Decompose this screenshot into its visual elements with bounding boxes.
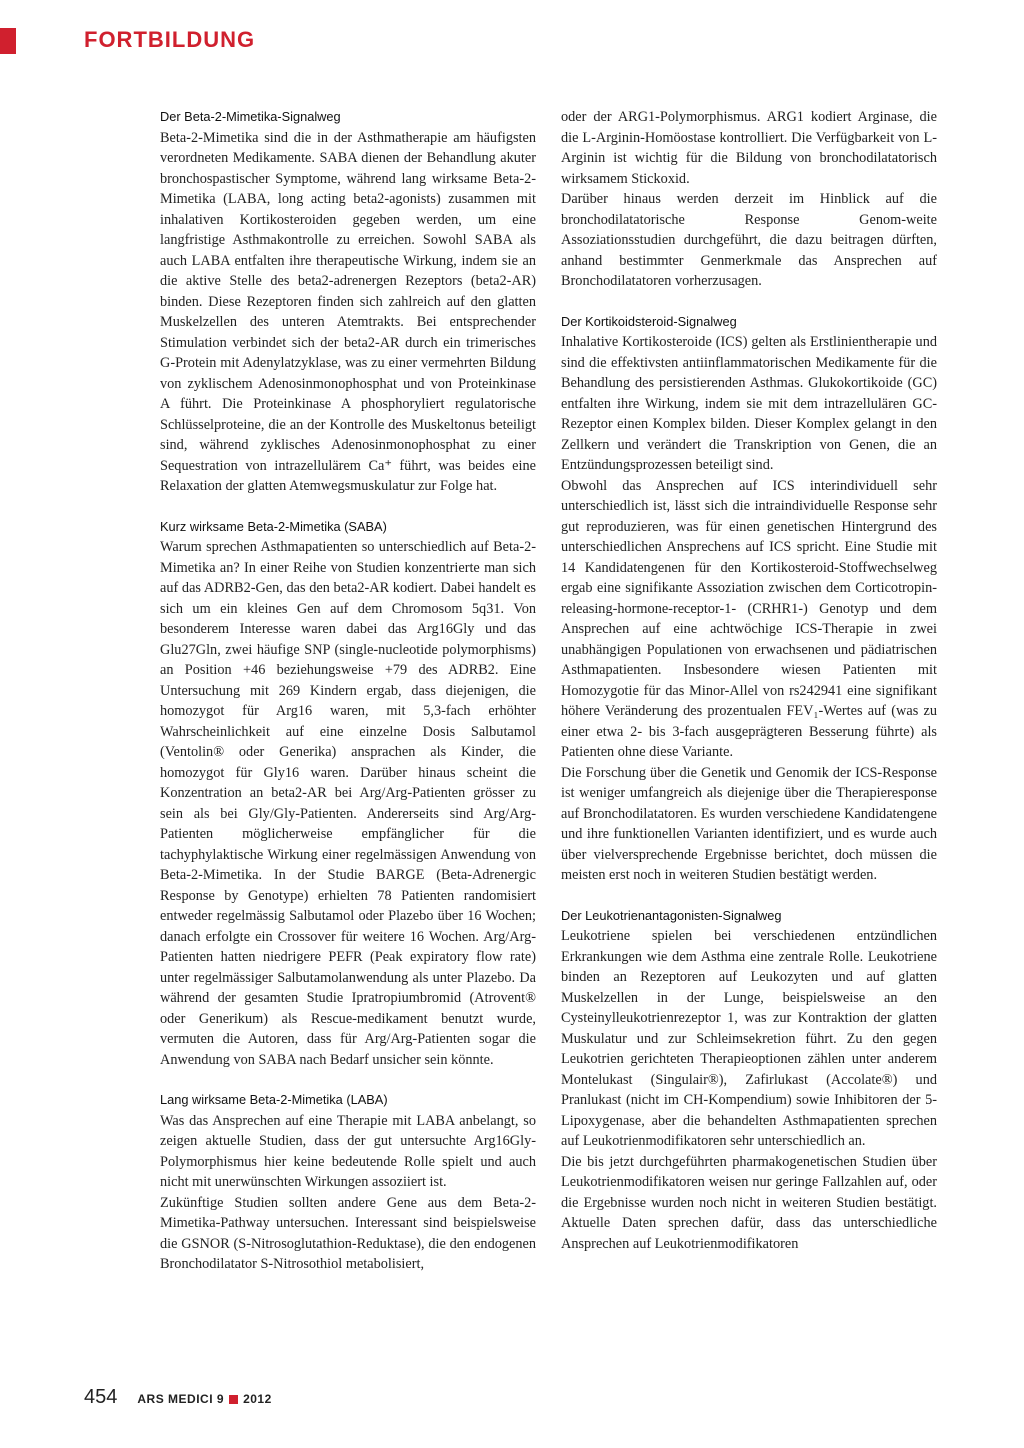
- heading: Der Beta-2-Mimetika-Signalweg: [160, 109, 341, 124]
- paragraph: Beta-2-Mimetika sind die in der Asthmatherapie am häufigsten verordneten Medikamente. SABA dienen der Behandlung akuter bronchospastischer Symptome, während lang wirksame Beta-2-Mimetika (LABA, long acting beta2-agonists) zusammen mit inhalativen Kortikosteroiden gegeben werden, um eine langfristige Asthmakontrolle zu erreichen. Sowohl SABA als auch LABA entfalten ihre therapeutische Wirkung, indem sie an die aktive Stelle des beta2-adrenergen Rezeptors (beta2-AR) binden. Diese Rezeptoren finden sich zahlreich auf den glatten Muskelzellen des unteren Atemtrakts. Bei entsprechender Stimulation verbindet sich der beta2-AR durch ein trimerisches G-Protein mit Adenylatzyklase, was zu einer vermehrten Bildung von zyklischem Adenosinmonophosphat und von Proteinkinase A führt. Die Proteinkinase A phosphoryliert regulatorische Schlüsselproteine, die an der Kontrolle des Muskeltonus beteiligt sind, während zyklisches Adenosinmonophosphat zu einer Sequestration von intrazellulärem Ca⁺ führt, was beides eine Relaxation der glatten Atemwegsmuskulatur zur Folge hat.: [160, 129, 536, 494]
- right-column: [561, 107, 937, 1254]
- section-marker: [0, 28, 16, 54]
- heading: Der Leukotrienantagonisten-Signalweg: [561, 907, 782, 923]
- paragraph: Inhalative Kortikosteroide (ICS) gelten als Erstlinientherapie und sind die effektivsten antiinflammatorischen Medikamente für die Behandlung des persistierenden Asthmas. Glukokortikoide (GC) entfalten ihre Wirkung, indem sie mit dem intrazellulären GC-Rezeptor einen Komplex bilden. Dieser Komplex gelangt in den Zellkern und verändert die Transkription von Genen, die an Entzündungsprozessen beteiligt sind.: [561, 334, 937, 473]
- heading: Lang wirksame Beta-2-Mimetika (LABA): [160, 1092, 388, 1107]
- paragraph: oder der ARG1-Polymorphismus. ARG1 kodiert Arginase, die die L-Arginin-Homöostase kontrolliert. Die Verfügbarkeit von L-Arginin ist wichtig für die Bildung von bronchodilatatorisch wirksamem Stickoxid.: [561, 109, 937, 187]
- journal-info: [137, 1392, 271, 1406]
- page-footer: [84, 1386, 272, 1409]
- heading: Kurz wirksame Beta-2-Mimetika (SABA): [160, 518, 387, 534]
- heading: Der Kortikoidsteroid-Signalweg: [561, 313, 737, 329]
- paragraph: Die bis jetzt durchgeführten pharmakogenetischen Studien über Leukotrienmodifikatoren weisen nur geringe Fallzahlen auf, oder die Ergebnisse wurden noch nicht in weiteren Studien bestätigt. Aktuelle Daten sprechen dafür, dass das unterschiedliche Ansprechen auf Leukotrienmodifikatoren: [561, 1153, 937, 1252]
- journal-name: ARS MEDICI 9: [137, 1392, 225, 1406]
- paragraph: Leukotriene spielen bei verschiedenen entzündlichen Erkrankungen wie dem Asthma eine zentrale Rolle. Leukotriene binden an Rezeptoren auf Leukozyten und auf glatten Muskelzellen in der Lunge, beispielsweise an den Cysteinylleukotrienrezeptor 1, was zur Kontraktion der glatten Muskulatur und zur Schleimsekretion führt. Zu den gegen Leukotrien gerichteten Therapieoptionen zählen unter anderem Montelukast (Singulair®), Zafirlukast (Accolate®) und Pranlukast (nicht im CH-Kompendium) sowie Inhibitoren der 5-Lipoxygenase, aber die behandelten Asthmapatienten sprechen auf Leukotrienmodifikatoren sehr unterschiedlich an.: [561, 928, 937, 1149]
- paragraph: Obwohl das Ansprechen auf ICS interindividuell sehr unterschiedlich ist, lässt sich die intraindividuelle Response sehr gut reproduzieren, was für einen genetischen Hintergrund des unterschiedlichen Ansprechens auf ICS spricht. Eine Studie mit 14 Kandidatengenen für den Kortikosteroid-Stoffwechselweg ergab eine signifikante Assoziation zwischen dem Corticotropin-releasing-hormone-receptor-1- (CRHR1-) Genotyp und dem Ansprechen auf eine achtwöchige ICS-Therapie in zwei unabhängigen Populationen von erwachsenen und pädiatrischen Asthmapatienten. Insbesondere wiesen Patienten mit Homozygotie für das Minor-Allel von rs242941 eine signifikant höhere Veränderung des prozentualen FEV₁-Wertes auf (was zu einer etwa 2- bis 3-fach ausgeprägteren Besserung führte) als Patienten ohne diese Variante.: [561, 477, 937, 760]
- paragraph: Zukünftige Studien sollten andere Gene aus dem Beta-2-Mimetika-Pathway untersuchen. Interessant sind beispielsweise die GSNOR (S-Nitrosoglutathion-Reduktase), die den endogenen Bronchodilatator S-Nitrosothiol metabolisiert,: [160, 1194, 536, 1272]
- paragraph: Die Forschung über die Genetik und Genomik der ICS-Response ist weniger umfangreich als diejenige über die Therapieresponse auf Bronchodilatatoren. Es wurden verschiedene Kandidatengene und ihre funktionellen Varianten identifiziert, und es wurde auch über vielversprechende Ergebnisse berichtet, doch müssen die meisten erst noch in weiteren Studien bestätigt werden.: [561, 764, 937, 883]
- paragraph: Darüber hinaus werden derzeit im Hinblick auf die bronchodilatatorische Response Genom-weite Assoziationsstudien durchgeführt, die dazu beitragen dürften, anhand bestimmter Genmerkmale das Ansprechen auf Bronchodilatatoren vorherzusagen.: [561, 191, 937, 289]
- left-column: [160, 107, 536, 1275]
- journal-year: 2012: [243, 1392, 272, 1406]
- section-title: FORTBILDUNG: [84, 27, 256, 52]
- separator-square-icon: [229, 1395, 238, 1404]
- paragraph: Was das Ansprechen auf eine Therapie mit LABA anbelangt, so zeigen aktuelle Studien, dass der gut untersuchte Arg16Gly-Polymorphismus hier keine bedeutende Rolle spielt und auch nicht mit unerwünschten Wirkungen assoziiert ist.: [160, 1112, 536, 1190]
- paragraph: Warum sprechen Asthmapatienten so unterschiedlich auf Beta-2-Mimetika an? In einer Reihe von Studien konzentrierte man sich auf das ADRB2-Gen, das den beta2-AR kodiert. Dabei handelt es sich um ein kleines Gen auf dem Chromosom 5q31. Von besonderem Interesse waren dabei das Arg16Gly und das Glu27Gln, zwei häufige SNP (single-nucleotide polymorphisms) an Position +46 beziehungsweise +79 des ADRB2. Eine Untersuchung mit 269 Kindern ergab, dass diejenigen, die homozygot für Arg16 waren, mit 5,3-fach erhöhter Wahrscheinlichkeit auf eine einzelne Dosis Salbutamol (Ventolin® oder Generika) ansprachen als Kinder, die homozygot für Gly16 waren. Darüber hinaus scheint die Konzentration an beta2-AR bei Arg/Arg-Patienten grösser zu sein als bei Gly/Gly-Patienten. Andererseits sind Arg/Arg-Patienten möglicherweise empfänglicher für die tachyphylaktische Wirkung einer regelmässigen Anwendung von Beta-2-Mimetika. In der Studie BARGE (Beta-Adrenergic Response by Genotype) erhielten 78 Patienten randomisiert entweder regelmässig Salbutamol oder Plazebo über 16 Wochen; danach erfolgte ein Crossover für weitere 16 Wochen. Arg/Arg-Patienten hatten niedrigere PEFR (Peak expiratory flow rate) unter regelmässiger Salbutamolanwendung als unter Plazebo. Da während der gesamten Studie Ipratropiumbromid (Atrovent® oder Generikum) als Rescue-medikament benutzt wurde, vermuten die Autoren, dass für Arg/Arg-Patienten sogar die Anwendung von SABA nach Bedarf unsicher sein könnte.: [160, 539, 536, 1068]
- page-number: 454: [84, 1386, 118, 1408]
